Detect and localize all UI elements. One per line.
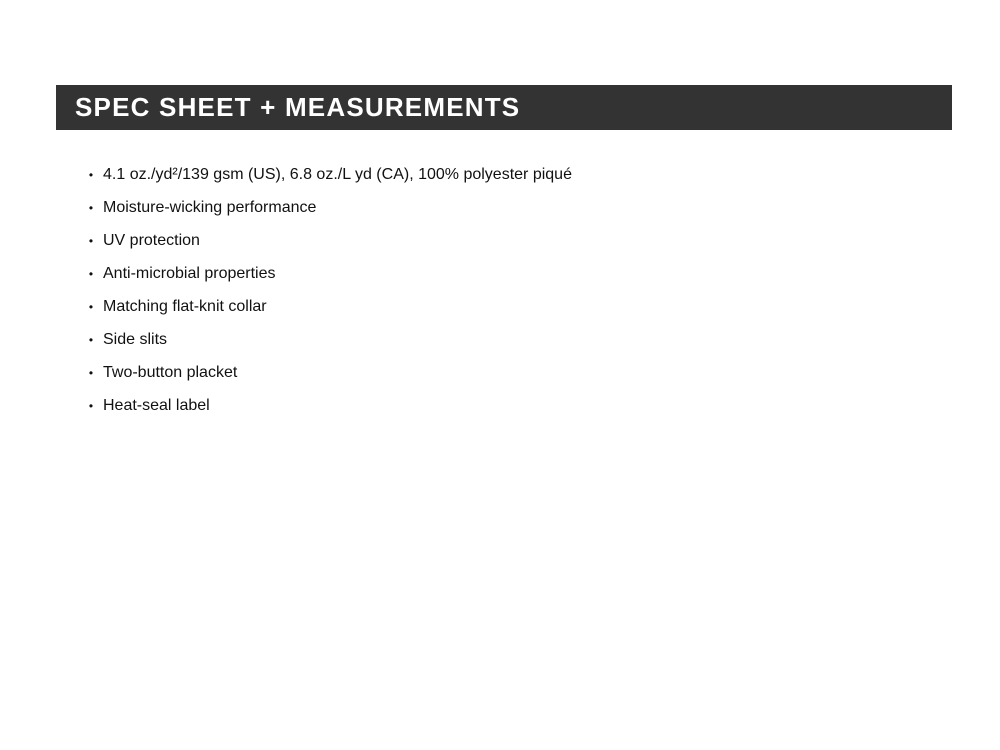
list-item <box>86 395 572 428</box>
bullet-icon: • <box>88 333 94 347</box>
spec-list <box>86 164 572 428</box>
list-item <box>86 296 572 329</box>
list-item <box>86 329 572 362</box>
list-item <box>86 263 572 296</box>
spec-item-text: UV protection <box>103 232 200 249</box>
bullet-icon: • <box>88 300 94 314</box>
section-title: SPEC SHEET + MEASUREMENTS <box>75 92 521 122</box>
spec-item-text: Side slits <box>103 331 168 348</box>
list-item <box>86 362 572 395</box>
bullet-icon: • <box>88 399 94 413</box>
section-header-bar <box>56 85 952 130</box>
list-item <box>86 230 572 263</box>
bullet-icon: • <box>88 366 94 380</box>
spec-item-text: Heat-seal label <box>103 397 210 414</box>
list-item <box>86 164 572 197</box>
bullet-icon: • <box>88 201 94 215</box>
bullet-icon: • <box>88 234 94 248</box>
bullet-icon: • <box>88 267 94 281</box>
spec-item-text: Moisture-wicking performance <box>103 199 317 216</box>
list-item <box>86 197 572 230</box>
spec-item-text: 4.1 oz./yd²/139 gsm (US), 6.8 oz./L yd (CA), 100% polyester piqué <box>103 166 572 183</box>
spec-item-text: Anti-microbial properties <box>103 265 276 282</box>
spec-item-text: Two-button placket <box>103 364 238 381</box>
spec-item-text: Matching flat-knit collar <box>103 298 267 315</box>
bullet-icon: • <box>88 168 94 182</box>
